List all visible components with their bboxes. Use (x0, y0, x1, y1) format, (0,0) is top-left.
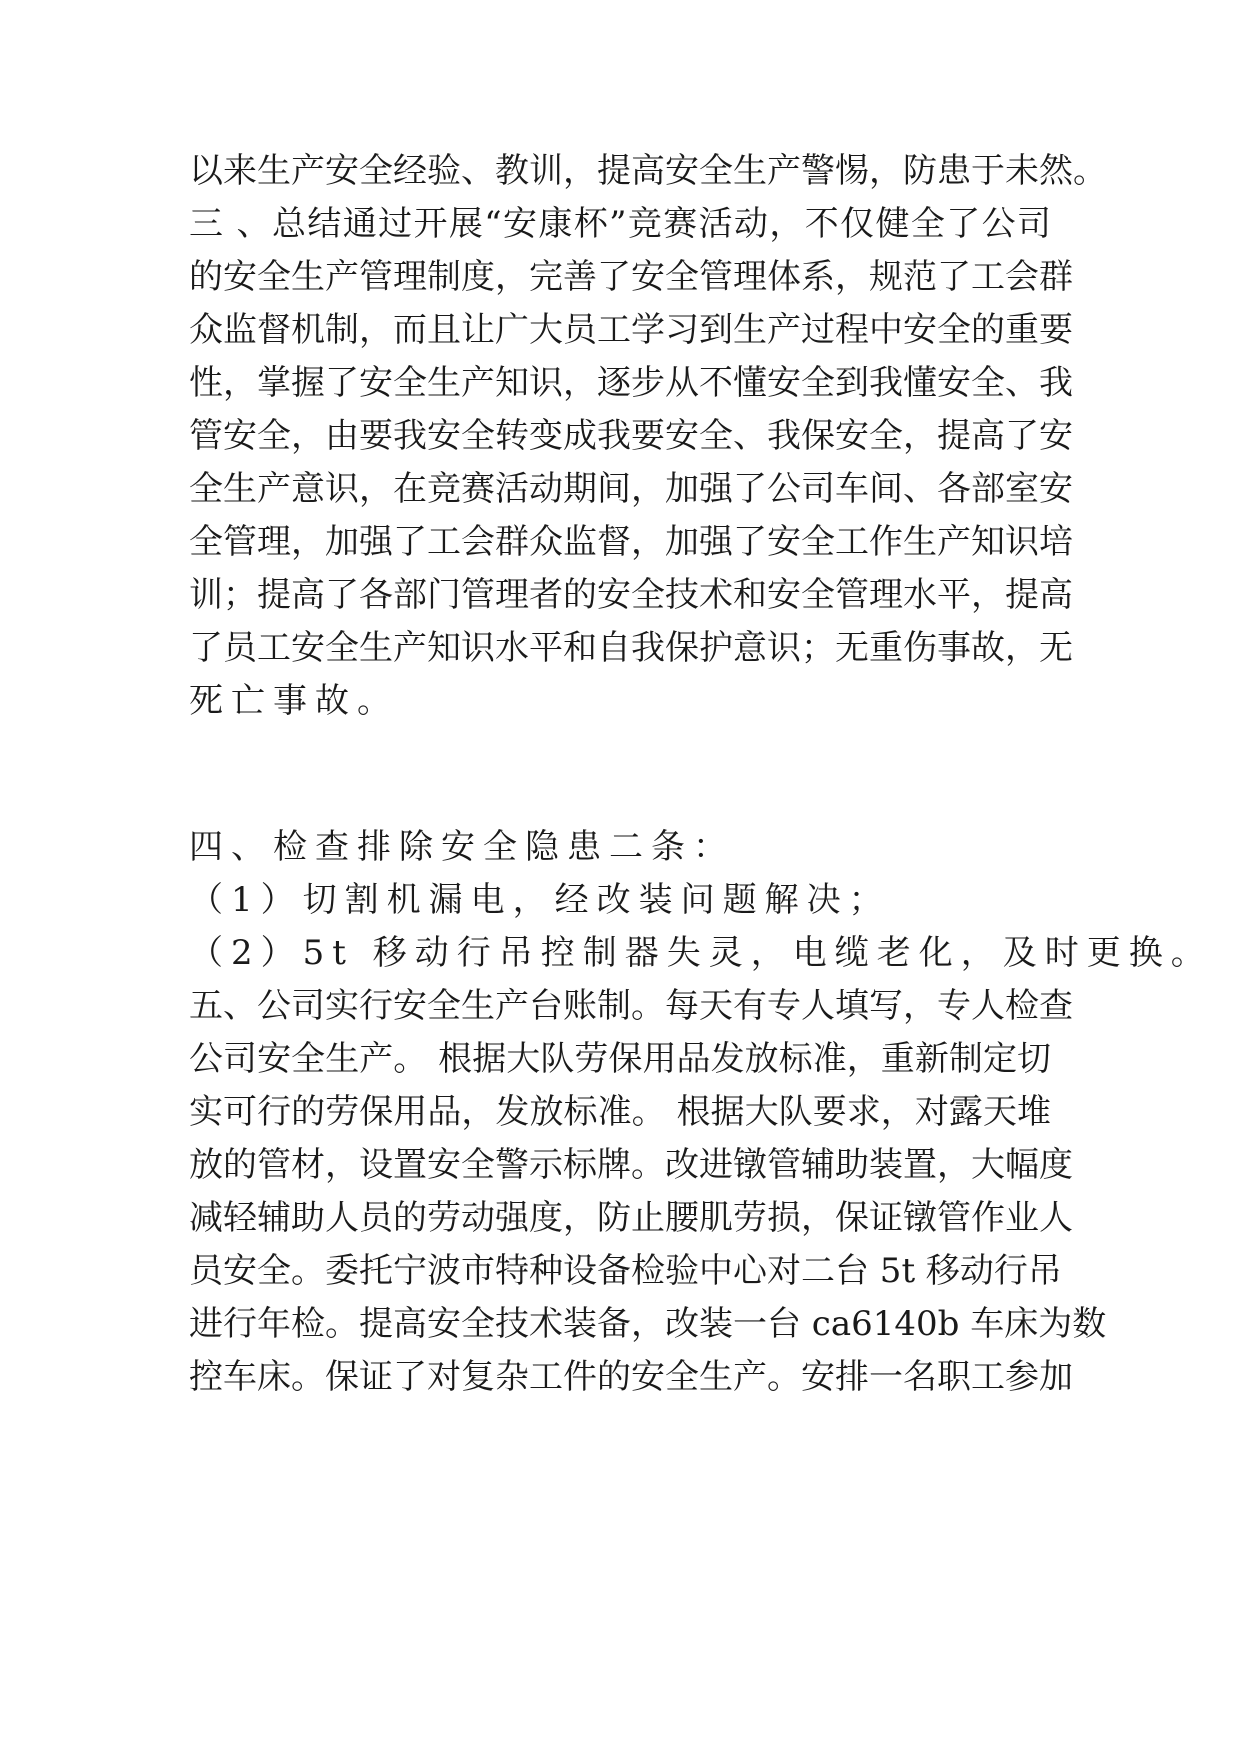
paragraph-line: 减轻辅助人员的劳动强度，防止腰肌劳损，保证镦管作业人 (189, 1198, 1073, 1238)
paragraph-line: 三 、总结通过开展“安康杯”竞赛活动，不仅健全了公司 (189, 204, 1051, 244)
paragraph-line: 死亡事故。 (189, 681, 399, 721)
paragraph-line: 公司安全生产。 根据大队劳保用品发放标准，重新制定切 (189, 1039, 1051, 1079)
paragraph-line: 实可行的劳保用品，发放标准。 根据大队要求，对露天堆 (189, 1092, 1051, 1132)
paragraph-line: 全管理，加强了工会群众监督，加强了安全工作生产知识培 (189, 522, 1073, 562)
list-item: （2）5t 移动行吊控制器失灵，电缆老化，及时更换。 (189, 933, 1213, 973)
paragraph-line: 的安全生产管理制度，完善了安全管理体系，规范了工会群 (189, 257, 1073, 297)
paragraph-line: 员安全。委托宁波市特种设备检验中心对二台 5t 移动行吊 (189, 1251, 1062, 1291)
paragraph-line: 五、公司实行安全生产台账制。每天有专人填写，专人检查 (189, 986, 1073, 1026)
paragraph-line: 性，掌握了安全生产知识，逐步从不懂安全到我懂安全、我 (189, 363, 1073, 403)
paragraph-line: 众监督机制，而且让广大员工学习到生产过程中安全的重要 (189, 310, 1073, 350)
paragraph-line: 全生产意识，在竞赛活动期间，加强了公司车间、各部室安 (189, 469, 1073, 509)
section-heading: 四、检查排除安全隐患二条： (189, 827, 735, 867)
paragraph-line: 训；提高了各部门管理者的安全技术和安全管理水平，提高 (189, 575, 1073, 615)
list-item: （1）切割机漏电，经改装问题解决； (189, 880, 891, 920)
paragraph-line: 放的管材，设置安全警示标牌。改进镦管辅助装置，大幅度 (189, 1145, 1073, 1185)
paragraph-line: 控车床。保证了对复杂工件的安全生产。安排一名职工参加 (189, 1357, 1073, 1397)
paragraph-line: 进行年检。提高安全技术装备，改装一台 ca6140b 车床为数 (189, 1304, 1107, 1344)
paragraph-line: 了员工安全生产知识水平和自我保护意识；无重伤事故，无 (189, 628, 1073, 668)
paragraph-line: 管安全，由要我安全转变成我要安全、我保安全，提高了安 (189, 416, 1073, 456)
paragraph-line: 以来生产安全经验、教训，提高安全生产警惕，防患于未然。 (189, 151, 1107, 191)
